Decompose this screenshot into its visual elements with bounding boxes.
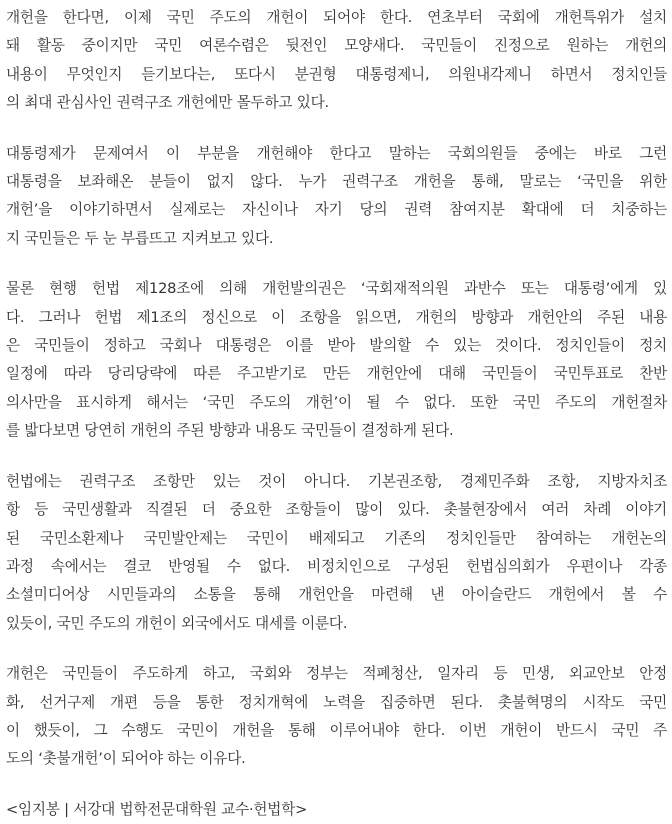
paragraph-line: 도의 ‘촛불개헌’이 되어야 하는 이유다. bbox=[6, 750, 246, 768]
article-paragraph bbox=[6, 275, 667, 445]
paragraph-line: 이 했듯이, 그 수행도 국민이 개헌을 통해 이루어내야 한다. 이번 개헌이 반드시 국민 주 bbox=[6, 721, 667, 739]
paragraph-line: 개헌’을 이야기하면서 실제로는 자신이나 자기 당의 권력 참여지분 확대에 더 치중하는 bbox=[6, 201, 667, 219]
article-paragraph bbox=[6, 468, 667, 638]
paragraph-line: 있듯이, 국민 주도의 개헌이 외국에서도 대세를 이룬다. bbox=[6, 614, 348, 632]
author-byline: <임지봉 | 서강대 법학전문대학원 교수·헌법학> bbox=[6, 800, 308, 818]
paragraph-line: 항 등 국민생활과 직결된 더 중요한 조항들이 많이 있다. 촛불현장에서 여러 차례 이야기 bbox=[6, 501, 667, 519]
paragraph-line: 다. 그러나 헌법 제1조의 정신으로 이 조항을 읽으면, 개헌의 방향과 개헌안의 주된 내용 bbox=[6, 308, 667, 326]
article-paragraph bbox=[6, 660, 667, 774]
article-paragraph bbox=[6, 4, 667, 118]
paragraph-line: 내용이 무엇인지 듣기보다는, 또다시 분권형 대통령제니, 의원내각제니 하면서 정치인들 bbox=[6, 65, 667, 83]
paragraph-line: 과정 속에서는 결코 반영될 수 없다. 비정치인으로 구성된 헌법심의회가 우편이나 각종 bbox=[6, 557, 667, 575]
paragraph-line: 개헌을 한다면, 이제 국민 주도의 개헌이 되어야 한다. 연초부터 국회에 개헌특위가 설치 bbox=[6, 9, 667, 26]
paragraph-line: 의 최대 관심사인 권력구조 개헌에만 몰두하고 있다. bbox=[6, 94, 329, 112]
paragraph-line: 헌법에는 권력구조 조항만 있는 것이 아니다. 기본권조항, 경제민주화 조항, 지방자치조 bbox=[6, 472, 667, 490]
article-paragraphs bbox=[6, 4, 667, 774]
paragraph-line: 대통령제가 문제여서 이 부분을 개헌해야 한다고 말하는 국회의원들 중에는 바로 그런 bbox=[6, 144, 667, 162]
paragraph-line: 된 국민소환제나 국민발안제는 국민이 배제되고 기존의 정치인들만 참여하는 개헌논의 bbox=[6, 529, 667, 547]
paragraph-line: 의사만을 표시하게 해서는 ‘국민 주도의 개헌’이 될 수 없다. 또한 국민 주도의 개헌절차 bbox=[6, 393, 667, 411]
paragraph-line: 지 국민들은 두 눈 부릅뜨고 지켜보고 있다. bbox=[6, 229, 274, 247]
paragraph-line: 를 밟다보면 당연히 개헌의 주된 방향과 내용도 국민들이 결정하게 된다. bbox=[6, 422, 454, 440]
paragraph-line: 화, 선거구제 개편 등을 통한 정치개혁에 노력을 집중하면 된다. 촛불혁명의 시작도 국민 bbox=[6, 693, 667, 711]
paragraph-line: 대통령을 보좌해온 분들이 없지 않다. 누가 권력구조 개헌을 통해, 말로는 ‘국민을 위한 bbox=[6, 173, 667, 191]
paragraph-line: 물론 현행 헌법 제128조에 의해 개헌발의권은 ‘국회재적의원 과반수 또는 대통령’에게 있 bbox=[6, 280, 667, 298]
paragraph-line: 소셜미디어상 시민들과의 소통을 통해 개헌안을 마련해 낸 아이슬란드 개헌에서 볼 수 bbox=[6, 586, 667, 604]
paragraph-line: 돼 활동 중이지만 국민 여론수렴은 뒷전인 모양새다. 국민들이 진정으로 원하는 개헌의 bbox=[6, 37, 667, 55]
article-paragraph bbox=[6, 140, 667, 254]
paragraph-line: 은 국민들이 정하고 국회나 대통령은 이를 받아 발의할 수 있는 것이다. 정치인들이 정치 bbox=[6, 337, 667, 355]
paragraph-line: 일정에 따라 당리당략에 따른 주고받기로 만든 개헌안에 대해 국민들이 국민투표로 찬반 bbox=[6, 365, 667, 383]
paragraph-line: 개헌은 국민들이 주도하게 하고, 국회와 정부는 적폐청산, 일자리 등 민생, 외교안보 안정 bbox=[6, 665, 667, 683]
